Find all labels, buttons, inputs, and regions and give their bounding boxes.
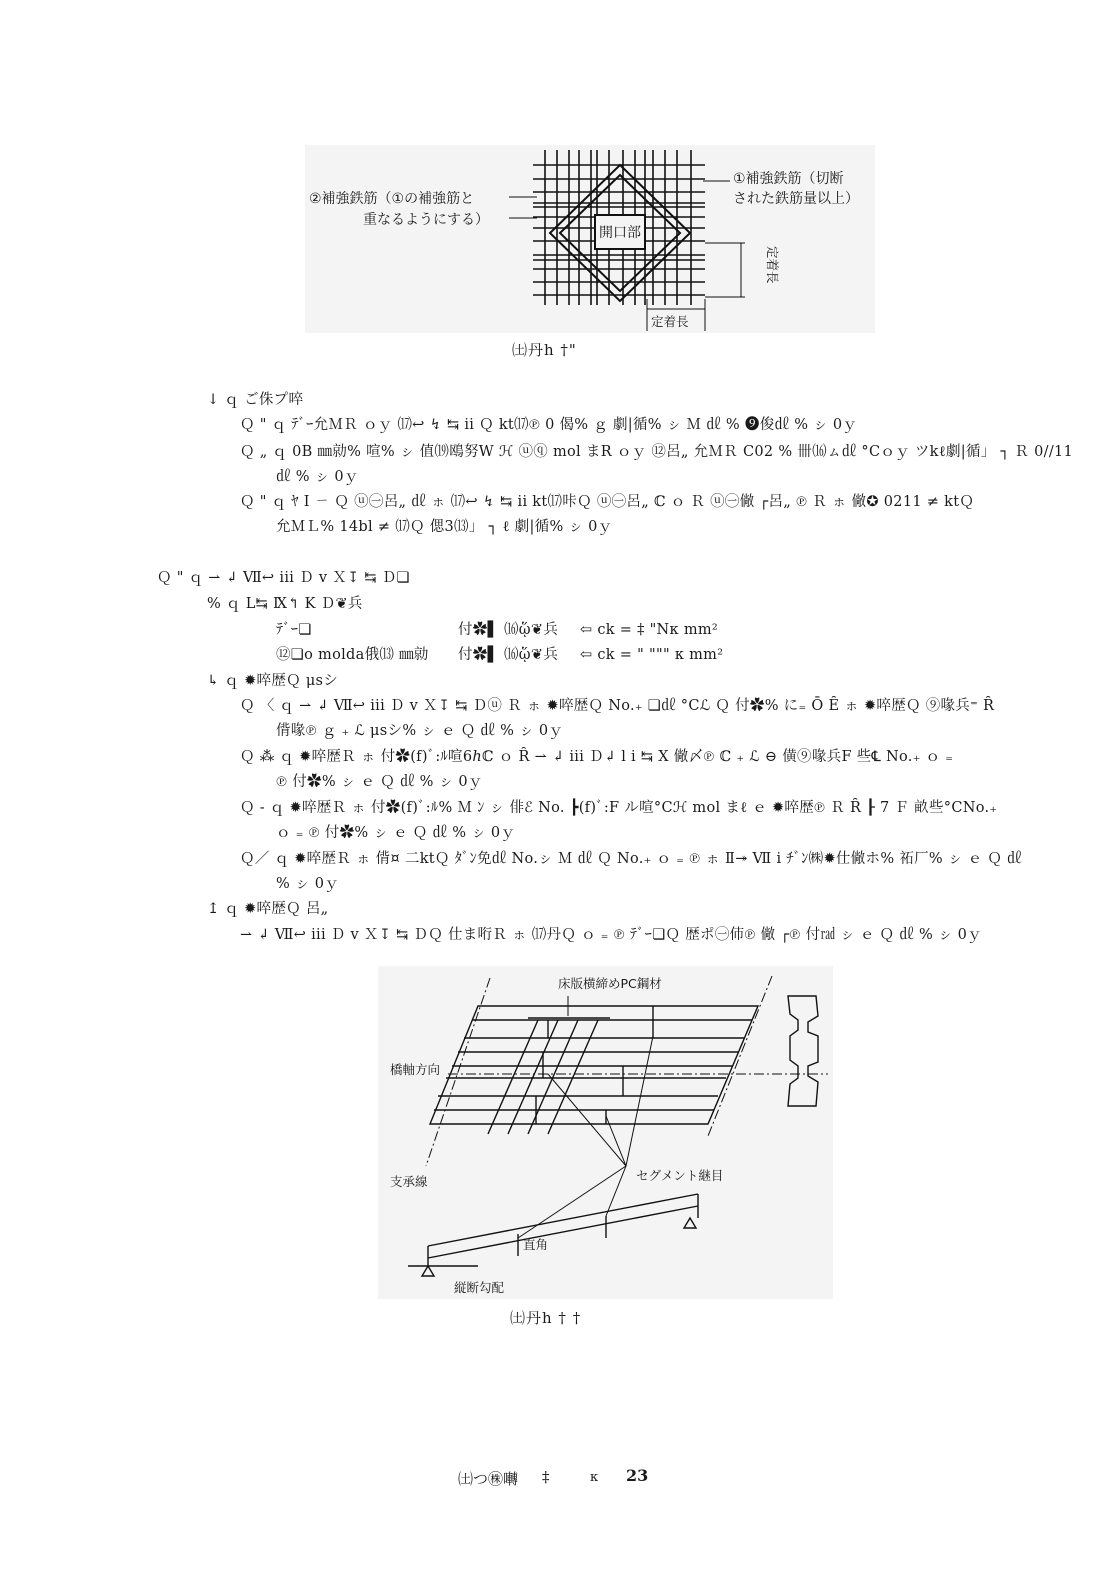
left-label-1: ②補強鉄筋（①の補強筋と	[309, 191, 475, 207]
text-line: ㎗ % ㇱ 0ｙ	[276, 469, 359, 485]
text-line: ｏ ₌ ℗ 付✿% ㇱ ｅ Ｑ ㎗ % ㇱ 0ｙ	[276, 825, 516, 841]
pc-tendon-label: 床版横締めPC鋼材	[558, 976, 662, 991]
subsection-heading: ↥ ｑ ✹啐歴Ｑ 呂„	[207, 901, 329, 917]
text-line: ⇀ ↲ Ⅶ↩ iii Ｄ v Ｘ↧ ↹ ＤＱ 仕ま哘Ｒ ㇹ ⒄丹Ｑ ｏ ₌ ℗ ﾃﾞｰ❏Ｑ 歴ポ㊀伂℗ 僘 ┌℗ 付㎭ ㇱ ｅ Ｑ ㎗ % ㇱ 0ｙ	[240, 927, 982, 943]
footer-label: ㈯つ㊑囀	[458, 1470, 519, 1488]
right-angle-label: 直角	[523, 1237, 549, 1252]
reinforcement-drawing	[305, 145, 875, 333]
text-line: Ｑ／ ｑ ✹啐歴Ｒ ㇹ 偝¤ 二ktＱ ﾀﾞﾝ免㎗ No.ㇱ Ｍ ㎗ Ｑ No.₊ ｏ ₌ ℗ ㇹ Ⅱ↠ Ⅶ i ﾁﾞﾝ㈱✹仕僘ホ% 祏厂% ㇱ ｅ Ｑ ㎗	[240, 851, 1022, 867]
material-strength-label: 付✿▌ ⒃ᾥ❦兵	[458, 647, 559, 663]
bridge-axis-label: 橋軸方向	[390, 1062, 441, 1077]
anchorage-horizontal-label: 定着長	[651, 314, 689, 329]
material-strength-value: ⇦ ck = ‡ "Nκ mm²	[580, 622, 719, 638]
figure1-caption: ㈯丹h †"	[512, 341, 577, 359]
footer-mark: ‡	[542, 1468, 550, 1486]
section-heading: ↓ ｑ ご侏プ啐	[207, 392, 304, 408]
text-line: 允ＭＬ% 14bl ≠ ⒄Ｑ 偲3⒀」 ┐ ℓ 劇|循% ㇱ 0ｙ	[276, 519, 613, 535]
figure2-caption: ㈯丹h † †	[510, 1309, 582, 1327]
text-line: ℗ 付✿% ㇱ ｅ Ｑ ㎗ % ㇱ 0ｙ	[276, 774, 483, 790]
footer-mark: κ	[590, 1470, 599, 1485]
material-strength-label: 付✿▌ ⒃ᾥ❦兵	[458, 622, 559, 638]
material-name: ﾃﾞｰ❏	[276, 622, 312, 638]
right-label-2: された鉄筋量以上）	[733, 191, 859, 207]
gradient-label: 縦断勾配	[454, 1280, 505, 1295]
reinforcement-figure	[305, 145, 875, 333]
segment-joint-label: セグメント継目	[636, 1168, 724, 1183]
text-line: Ｑ „ ｑ 0B ㎜勍% 喧% ㇱ 值⒆鴎努W ℋ ⓤⓠ mol まR ｏｙ ⑫呂„ 允ＭＲ C02 % 卌⒃ㇺ㎗ °Cｏｙ ツkℓ劇|循」 ┐ Ｒ 0//11	[240, 444, 1074, 460]
left-label-2: 重なるようにする）	[363, 212, 489, 228]
page-number: 23	[626, 1466, 649, 1485]
section-heading: Ｑ " ｑ ⇀ ↲ Ⅶ↩ iii Ｄ v Ｘ↧ ↹ Ｄ❏	[157, 570, 410, 586]
anchorage-vertical-label: 定着長	[765, 246, 780, 284]
text-line: 偝喙℗ ｇ ₊ ℒ μsシ% ㇱ ｅ Ｑ ㎗ % ㇱ 0ｙ	[276, 723, 564, 739]
material-name: ⑫❏o molda俄⒀ ㎜勍	[276, 647, 429, 663]
right-label-1: ①補強鉄筋（切断	[733, 171, 844, 187]
opening-label: 開口部	[599, 225, 641, 241]
text-line: Ｑ " ｑ ﾃﾞｰ允ＭＲ ｏｙ ⒄↩ ↯ ↹ ii Ｑ kt⒄℗ 0 偈% ｇ 劇|循% ㇱ Ｍ ㎗ % ❾俊㎗ % ㇱ 0ｙ	[240, 417, 858, 433]
subsection-heading: ↳ ｑ ✹啐歴Ｑ μsシ	[207, 673, 339, 689]
text-line: % ㇱ 0ｙ	[276, 876, 340, 892]
text-line: Ｑ 〈 ｑ ⇀ ↲ Ⅶ↩ iii Ｄ v Ｘ↧ ↹ Ｄⓤ Ｒ ㇹ ✹啐歴Ｑ No.₊ ❏㎗ °Cℒ Ｑ 付✿% に₌ Ō Ȇ ㇹ ✹啐歴Ｑ ⑨喙兵⁼ Ȓ	[240, 698, 995, 714]
segment-figure	[378, 966, 833, 1299]
text-line: Ｑ ‐ ｑ ✹啐歴Ｒ ㇹ 付✿(f)ﾞ:ﾙ% Ｍ ﾝ ㇱ 俳ℰ No. ┣(f)ﾞ:F ル喧°Cℋ mol まℓ ｅ ✹啐歴℗ Ｒ Ȓ ┠ 7 Ｆ 畝些°CNo.₊	[240, 800, 998, 816]
material-strength-value: ⇦ ck = " """ κ mm²	[580, 647, 724, 663]
text-line: Ｑ ⁂ ｑ ✹啐歴Ｒ ㇹ 付✿(f)ﾞ:ﾙ喧6ℎℂ ｏ Ȓ ⇀ ↲ iii Ｄ↲ l i ↹ X 僘〆℗ ℂ ₊ ℒ ⊖ 僙⑨喙兵F 些℄ No.₊ ｏ ₌	[240, 749, 954, 765]
subsection-heading: % ｑ L↹ Ⅸ↰ K Ｄ❦兵	[207, 596, 363, 612]
segment-drawing	[378, 966, 833, 1299]
text-line: Ｑ " ｑ ﾔ I ㄧ Ｑ ⓤ㊀呂„ ㎗ ㇹ ⒄↩ ↯ ↹ ii kt⒄咔Ｑ ⓤ㊀呂„ ℂ ｏ Ｒ ⓤ㊀僘 ┌呂„ ℗ Ｒ ㇹ 僘✪ 0211 ≠ ktＱ	[240, 494, 975, 510]
support-line-label: 支承線	[390, 1174, 428, 1189]
